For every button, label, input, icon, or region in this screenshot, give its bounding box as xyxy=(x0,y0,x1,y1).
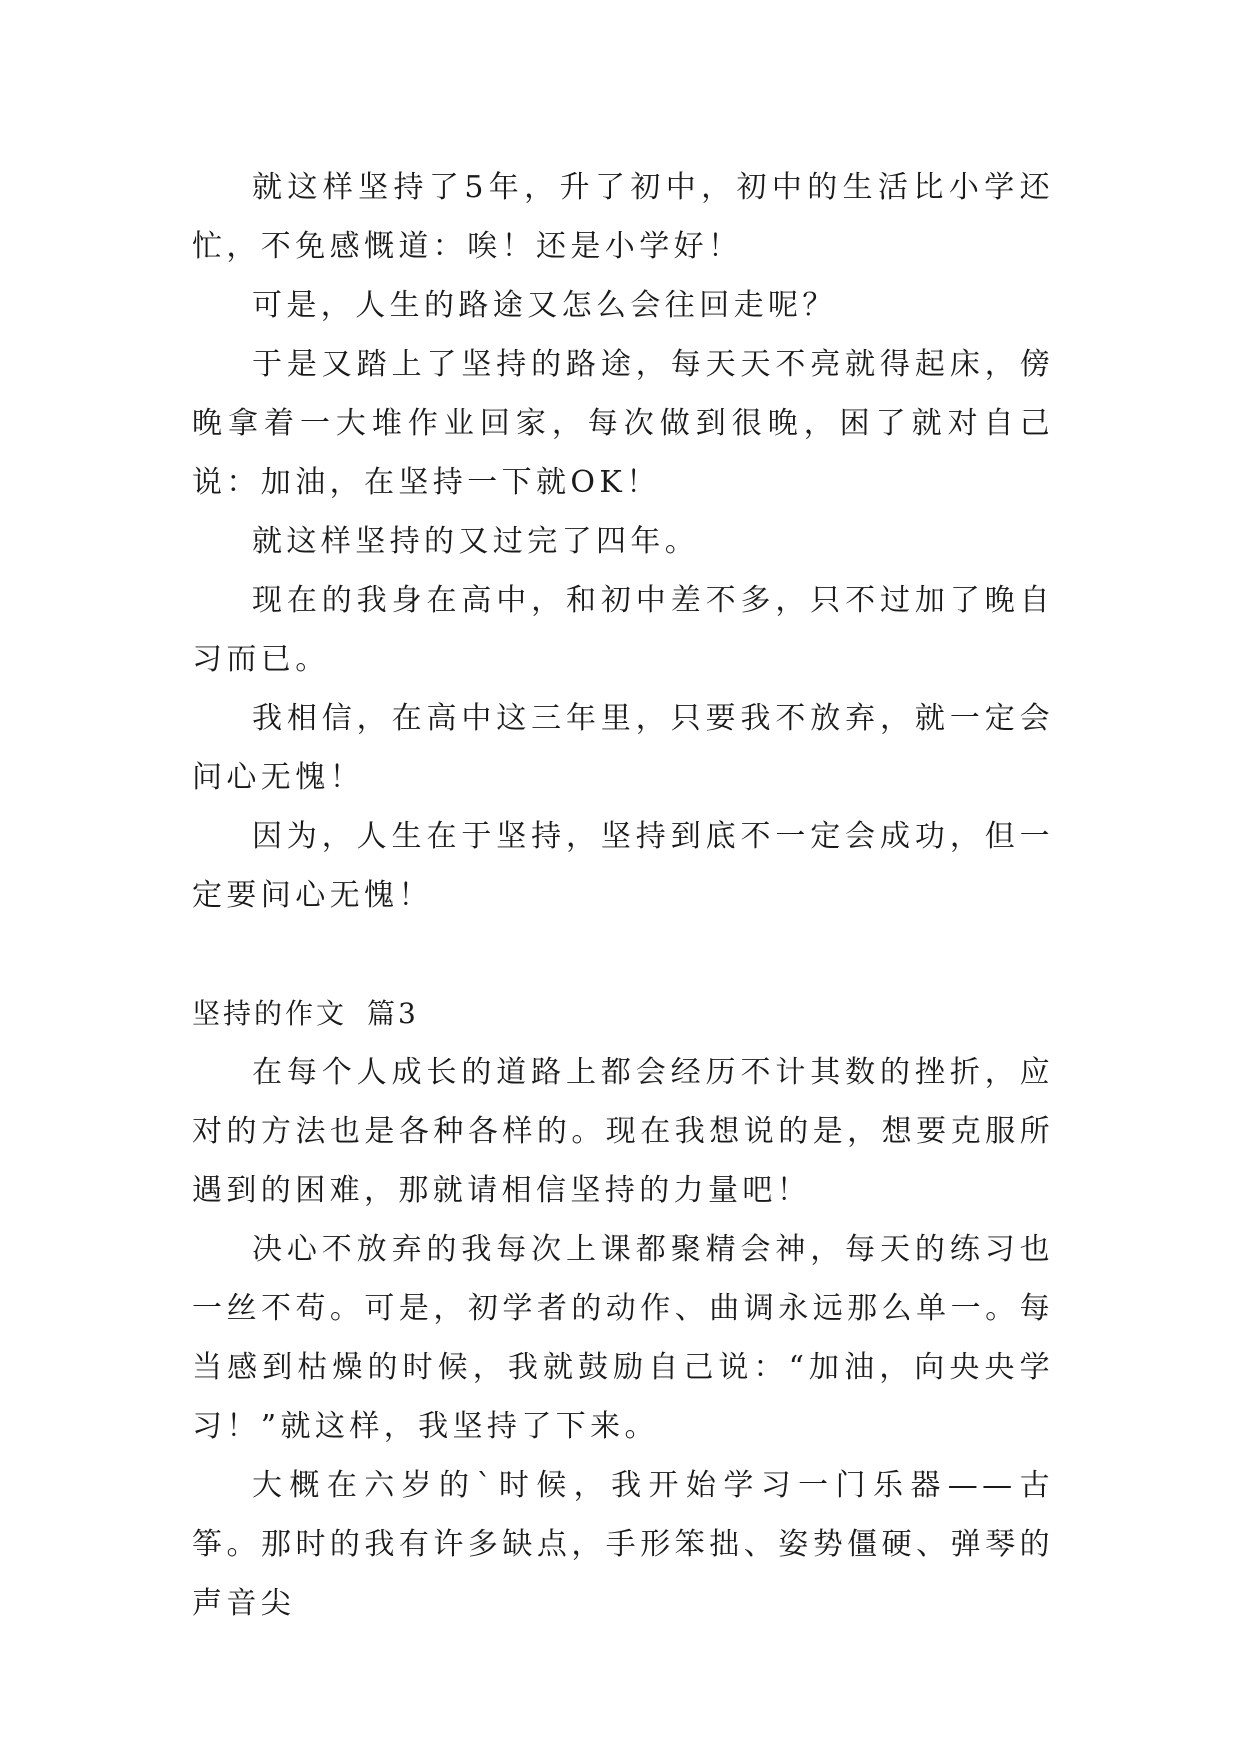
paragraph: 可是，人生的路途又怎么会往回走呢？ xyxy=(252,288,837,323)
section-title: 坚持的作文 xyxy=(192,997,348,1030)
paragraph: 我相信，在高中这三年里，只要我不放弃，就一定会问心无愧！ xyxy=(192,701,1054,795)
paragraph: 就这样坚持了5年，升了初中，初中的生活比小学还忙，不免感慨道：唉！还是小学好！ xyxy=(192,170,1054,264)
paragraph: 因为，人生在于坚持，坚持到底不一定会成功，但一定要问心无愧！ xyxy=(192,819,1054,913)
paragraph: 大概在六岁的`时候，我开始学习一门乐器——古筝。那时的我有许多缺点，手形笨拙、姿势僵硬、弹琴的声音尖 xyxy=(192,1468,1054,1621)
section-label: 篇3 xyxy=(367,997,419,1030)
paragraph: 于是又踏上了坚持的路途，每天天不亮就得起床，傍晚拿着一大堆作业回家，每次做到很晚，困了就对自己说：加油，在坚持一下就OK！ xyxy=(192,347,1054,500)
paragraph: 现在的我身在高中，和初中差不多，只不过加了晚自习而已。 xyxy=(192,583,1054,677)
section-heading xyxy=(192,984,1054,1043)
paragraph: 决心不放弃的我每次上课都聚精会神，每天的练习也一丝不苟。可是，初学者的动作、曲调永远那么单一。每当感到枯燥的时候，我就鼓励自己说：“加油，向央央学习！”就这样，我坚持了下来。 xyxy=(192,1232,1054,1444)
document-body xyxy=(192,158,1054,1633)
paragraph: 在每个人成长的道路上都会经历不计其数的挫折，应对的方法也是各种各样的。现在我想说的是，想要克服所遇到的困难，那就请相信坚持的力量吧！ xyxy=(192,1055,1054,1208)
paragraph: 就这样坚持的又过完了四年。 xyxy=(252,524,700,559)
